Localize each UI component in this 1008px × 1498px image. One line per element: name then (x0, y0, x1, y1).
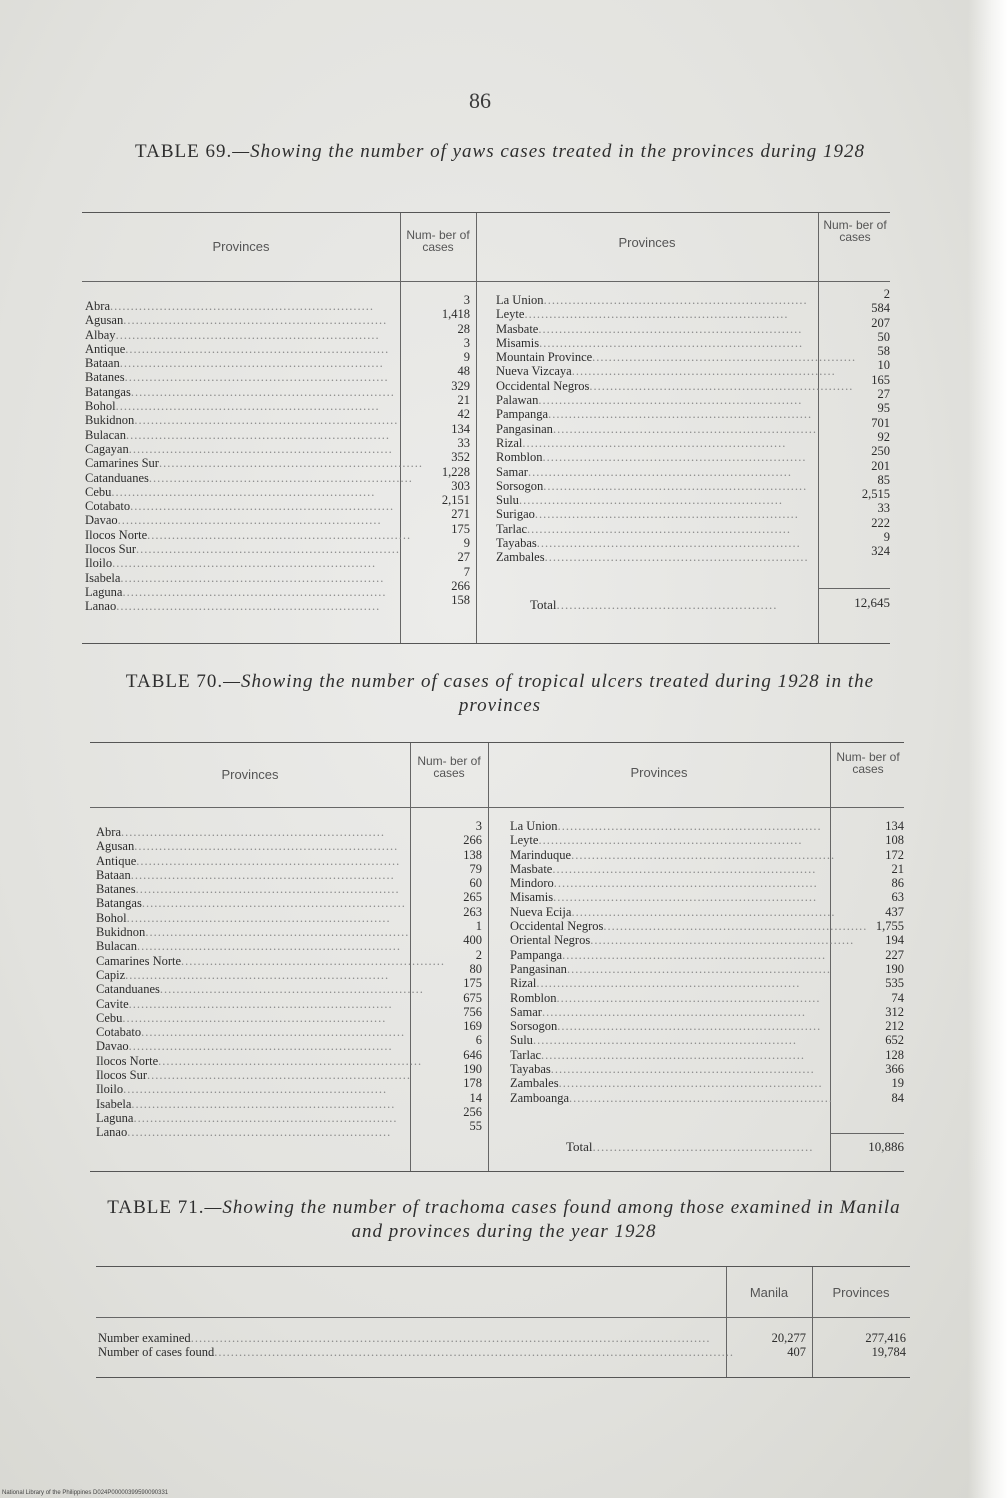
case-count: 158 (451, 593, 470, 608)
province-row: Misamis ................................................................ (496, 335, 804, 350)
province-row: Isabela ................................................................ (96, 1096, 396, 1111)
province-row: Occidental Negros ................................................................ (510, 919, 868, 934)
province-name: Cavite (96, 996, 129, 1011)
case-count: 675 (463, 990, 482, 1005)
case-count: 266 (463, 833, 482, 848)
province-row: Catanduanes ................................................................ (85, 470, 413, 485)
province-row: Ilocos Norte ................................................................ (96, 1053, 423, 1068)
case-count: 58 (877, 344, 890, 359)
case-count: 652 (885, 1033, 904, 1048)
province-name: Masbate (496, 321, 539, 336)
province-name: Tayabas (496, 536, 537, 551)
case-count: 95 (877, 401, 890, 416)
case-count: 6 (475, 1033, 482, 1048)
case-count: 324 (871, 544, 890, 559)
province-name: Cotabato (85, 499, 131, 514)
case-count: 2 (475, 947, 482, 962)
case-count: 227 (885, 947, 904, 962)
table71-row: Number examined .............................................................................................................................. (98, 1331, 711, 1345)
province-row: Abra ................................................................ (85, 299, 374, 313)
case-count: 1,228 (441, 464, 470, 479)
province-name: Samar (510, 1004, 542, 1019)
province-name: Sulu (510, 1033, 533, 1048)
province-name: Cotabato (96, 1025, 142, 1040)
province-row: Bataan ................................................................ (85, 356, 384, 371)
province-name: Abra (96, 825, 121, 839)
province-row: Cotabato ................................................................ (96, 1025, 406, 1040)
province-row: Occidental Negros ................................................................ (496, 378, 854, 393)
table71-header-manila: Manila (749, 1285, 789, 1300)
case-count: 33 (877, 501, 890, 516)
case-count: 701 (871, 415, 890, 430)
province-name: Mountain Province (496, 350, 593, 365)
page-edge (968, 0, 1008, 1498)
case-count: 21 (891, 861, 904, 876)
case-count: 84 (891, 1090, 904, 1105)
province-row: Masbate ................................................................ (496, 321, 803, 336)
province-row: Tarlac ................................................................ (510, 1047, 806, 1062)
case-count: 1,755 (875, 919, 904, 934)
table71-row: Number of cases found .............................................................................................................................. (98, 1345, 735, 1360)
province-row: Lanao ................................................................ (85, 599, 381, 614)
table71-manila-cases: 407 (787, 1345, 806, 1360)
case-count: 535 (885, 976, 904, 991)
province-name: Bulacan (96, 939, 137, 954)
province-row: Zambales ................................................................ (510, 1076, 823, 1091)
case-count: 2,151 (441, 493, 470, 508)
province-name: Rizal (496, 435, 523, 450)
table71-caption (96, 1196, 912, 1244)
table69-right-names (496, 293, 857, 565)
province-name: Batanes (85, 370, 125, 385)
table70-header-cases-left: Num- ber of cases (417, 754, 481, 780)
case-count: 60 (469, 876, 482, 891)
case-count: 92 (877, 429, 890, 444)
province-name: Marinduque (510, 847, 572, 862)
province-name: Leyte (496, 307, 525, 322)
province-row: Tayabas ................................................................ (496, 536, 801, 551)
table69-caption (100, 140, 900, 164)
case-count: 108 (885, 833, 904, 848)
case-count: 7 (463, 564, 470, 579)
case-count: 9 (463, 350, 470, 365)
province-name: Samar (496, 464, 528, 479)
province-row: Bohol ................................................................ (85, 399, 380, 414)
case-count: 1 (475, 919, 482, 934)
footer-watermark: National Library of the Philippines D024P00000399590090331 (2, 1490, 169, 1496)
table71-header-provinces: Provinces (832, 1285, 890, 1300)
case-count: 3 (475, 819, 482, 833)
table70-total-value: 10,886 (868, 1139, 904, 1154)
province-row: Batangas ................................................................ (85, 384, 395, 399)
province-name: Mindoro (510, 876, 554, 891)
province-name: Ilocos Sur (96, 1068, 148, 1083)
table70-header-cases-right: Num- ber of cases (836, 750, 900, 776)
province-name: Pampanga (496, 407, 549, 422)
case-count: 55 (469, 1119, 482, 1134)
province-name: Sulu (496, 493, 519, 508)
table69-left-values (404, 293, 470, 608)
province-row: Agusan ................................................................ (85, 313, 388, 328)
case-count: 646 (463, 1047, 482, 1062)
province-row: Batanes ................................................................ (85, 370, 389, 385)
page-number: 86 (469, 88, 491, 113)
case-count: 19 (891, 1076, 904, 1091)
province-name: Lanao (96, 1125, 128, 1140)
table71 (96, 1266, 910, 1378)
province-name: Zambales (510, 1076, 559, 1091)
case-count: 366 (885, 1062, 904, 1077)
province-row: La Union ................................................................ (496, 293, 808, 307)
case-count: 138 (463, 847, 482, 862)
province-name: Pangasinan (496, 421, 553, 436)
province-name: Bulacan (85, 427, 126, 442)
province-row: Zambales ................................................................ (496, 550, 809, 565)
province-row: Capiz ................................................................ (96, 967, 390, 982)
case-count: 9 (463, 536, 470, 551)
case-count: 352 (451, 450, 470, 465)
province-name: Ilocos Sur (85, 542, 137, 557)
province-row: Iloilo ................................................................ (85, 556, 377, 571)
province-name: Sorsogon (510, 1019, 558, 1034)
province-name: Batangas (96, 896, 142, 911)
province-name: Antique (85, 341, 126, 356)
province-row: Rizal ................................................................ (510, 976, 801, 991)
province-name: Sorsogon (496, 478, 544, 493)
province-name: Camarines Norte (96, 953, 182, 968)
case-count: 190 (463, 1062, 482, 1077)
case-count: 9 (883, 530, 890, 545)
table70-right-values (834, 819, 904, 1105)
case-count: 329 (451, 378, 470, 393)
province-name: Bataan (96, 867, 131, 882)
province-row: Abra ................................................................ (96, 825, 385, 839)
table71-row-labels (98, 1331, 735, 1360)
case-count: 128 (885, 1047, 904, 1062)
case-count: 190 (885, 961, 904, 976)
province-name: Occidental Negros (510, 919, 604, 934)
province-name: Catanduanes (85, 470, 149, 485)
province-row: Cotabato ................................................................ (85, 499, 395, 514)
province-row: Cavite ................................................................ (96, 996, 393, 1011)
province-name: Zamboanga (510, 1090, 570, 1105)
province-name: Isabela (96, 1096, 132, 1111)
province-name: Pangasinan (510, 961, 567, 976)
case-count: 85 (877, 472, 890, 487)
province-name: Ilocos Norte (96, 1053, 159, 1068)
province-row: Nueva Vizcaya ................................................................ (496, 364, 836, 379)
case-count: 194 (885, 933, 904, 948)
case-count: 1,418 (441, 307, 470, 322)
table70-left-names (96, 825, 446, 1140)
province-name: Laguna (96, 1110, 134, 1125)
province-row: Tarlac ................................................................ (496, 521, 792, 536)
province-row: Ilocos Sur ................................................................ (85, 542, 401, 557)
table71-row-label: Number examined (98, 1331, 191, 1345)
table70 (90, 742, 904, 1172)
province-name: Rizal (510, 976, 537, 991)
table71-manila-values (728, 1331, 806, 1360)
province-row: Bukidnon ................................................................ (85, 413, 399, 428)
table69-header-provinces-left: Provinces (212, 239, 270, 254)
province-row: Davao ................................................................ (85, 513, 382, 528)
province-name: Iloilo (96, 1082, 124, 1097)
case-count: 303 (451, 478, 470, 493)
province-row: Pampanga ................................................................ (510, 947, 827, 962)
province-row: Samar ................................................................ (496, 464, 792, 479)
case-count: 42 (457, 407, 470, 422)
province-row: Mindoro ................................................................ (510, 876, 818, 891)
table71-provinces-examined: 277,416 (865, 1331, 906, 1345)
case-count: 212 (885, 1019, 904, 1034)
case-count: 266 (451, 578, 470, 593)
province-row: Nueva Ecija ................................................................ (510, 904, 836, 919)
case-count: 28 (457, 321, 470, 336)
province-row: Sorsogon ................................................................ (496, 478, 808, 493)
case-count: 584 (871, 301, 890, 316)
table69-total-row: Total .................................................... (530, 597, 778, 612)
table70-header-provinces-left: Provinces (221, 767, 279, 782)
province-row: Ilocos Norte ................................................................ (85, 527, 412, 542)
table69 (82, 212, 890, 644)
case-count: 50 (877, 329, 890, 344)
province-row: Palawan ................................................................ (496, 393, 803, 408)
province-name: Bohol (85, 399, 116, 414)
province-row: Ilocos Sur ................................................................ (96, 1068, 412, 1083)
province-name: Capiz (96, 967, 126, 982)
province-name: Leyte (510, 833, 539, 848)
case-count: 437 (885, 904, 904, 919)
province-row: Agusan ................................................................ (96, 839, 399, 854)
province-name: Bukidnon (85, 413, 135, 428)
province-row: Antique ................................................................ (85, 341, 390, 356)
province-row: Sulu ................................................................ (510, 1033, 797, 1048)
case-count: 265 (463, 890, 482, 905)
province-name: Laguna (85, 584, 123, 599)
case-count: 10 (877, 358, 890, 373)
table69-header-cases-right: Num- ber of cases (823, 218, 887, 244)
province-name: Oriental Negros (510, 933, 591, 948)
province-name: Iloilo (85, 556, 113, 571)
province-name: Tarlac (510, 1047, 542, 1062)
province-name: Misamis (510, 890, 554, 905)
case-count: 400 (463, 933, 482, 948)
province-row: Pangasinan ................................................................ (496, 421, 817, 436)
province-name: Cagayan (85, 441, 129, 456)
province-row: Iloilo ................................................................ (96, 1082, 388, 1097)
table69-right-values (822, 287, 890, 559)
table70-total-row: Total .................................................... (566, 1139, 814, 1154)
case-count: 27 (457, 550, 470, 565)
province-row: Laguna ................................................................ (96, 1110, 398, 1125)
province-name: Bukidnon (96, 925, 146, 940)
table70-right-names (510, 819, 868, 1105)
case-count: 3 (463, 293, 470, 307)
case-count: 2,515 (861, 487, 890, 502)
province-name: Davao (85, 513, 118, 528)
province-row: Lanao ................................................................ (96, 1125, 392, 1140)
case-count: 222 (871, 515, 890, 530)
table71-row-label: Number of cases found (98, 1345, 215, 1360)
province-name: Agusan (96, 839, 135, 854)
case-count: 33 (457, 435, 470, 450)
case-count: 172 (885, 847, 904, 862)
province-row: Romblon ................................................................ (496, 450, 807, 465)
table69-description: —Showing the number of yaws cases treated in the provinces during 1928 (232, 141, 865, 162)
case-count: 27 (877, 387, 890, 402)
province-name: Pampanga (510, 947, 563, 962)
table70-left-values (416, 819, 482, 1134)
case-count: 201 (871, 458, 890, 473)
case-count: 165 (871, 372, 890, 387)
province-name: Nueva Ecija (510, 904, 572, 919)
province-row: Cebu ................................................................ (96, 1010, 387, 1025)
province-name: Batangas (85, 384, 131, 399)
province-row: Marinduque ................................................................ (510, 847, 836, 862)
case-count: 134 (885, 819, 904, 833)
province-row: Pampanga ................................................................ (496, 407, 813, 422)
province-name: Albay (85, 327, 116, 342)
province-row: Isabela ................................................................ (85, 570, 385, 585)
case-count: 2 (883, 287, 890, 301)
case-count: 21 (457, 393, 470, 408)
province-name: Bohol (96, 910, 127, 925)
table70-header-provinces-right: Provinces (630, 765, 688, 780)
case-count: 134 (451, 421, 470, 436)
case-count: 178 (463, 1076, 482, 1091)
case-count: 263 (463, 904, 482, 919)
province-name: Occidental Negros (496, 378, 590, 393)
table70-caption (100, 670, 900, 718)
province-row: Surigao ................................................................ (496, 507, 799, 522)
province-row: Bulacan ................................................................ (85, 427, 390, 442)
province-name: Agusan (85, 313, 124, 328)
province-name: Romblon (510, 990, 557, 1005)
case-count: 175 (451, 521, 470, 536)
province-name: Bataan (85, 356, 120, 371)
table70-label: TABLE 70. (125, 671, 224, 692)
province-row: Bukidnon ................................................................ (96, 925, 410, 940)
province-row: Batangas ................................................................ (96, 896, 406, 911)
province-name: Cebu (85, 484, 112, 499)
province-row: Catanduanes ................................................................ (96, 982, 424, 997)
province-name: Lanao (85, 599, 117, 614)
province-row: Davao ................................................................ (96, 1039, 393, 1054)
table71-provinces-cases: 19,784 (871, 1345, 906, 1360)
case-count: 63 (891, 890, 904, 905)
province-row: Batanes ................................................................ (96, 882, 400, 897)
province-name: Palawan (496, 393, 539, 408)
province-row: Samar ................................................................ (510, 1004, 806, 1019)
case-count: 207 (871, 315, 890, 330)
province-name: La Union (510, 819, 558, 833)
province-name: Camarines Sur (85, 456, 159, 471)
province-row: Sulu ................................................................ (496, 493, 783, 508)
province-name: La Union (496, 293, 544, 307)
province-name: Cebu (96, 1010, 123, 1025)
province-name: Tarlac (496, 521, 528, 536)
case-count: 86 (891, 876, 904, 891)
case-count: 250 (871, 444, 890, 459)
province-row: Leyte ................................................................ (510, 833, 803, 848)
province-name: Nueva Vizcaya (496, 364, 572, 379)
province-row: Camarines Sur ................................................................ (85, 456, 423, 471)
province-name: Abra (85, 299, 110, 313)
case-count: 175 (463, 976, 482, 991)
case-count: 271 (451, 507, 470, 522)
table71-manila-examined: 20,277 (771, 1331, 806, 1345)
province-row: Zamboanga ................................................................ (510, 1090, 834, 1105)
province-name: Surigao (496, 507, 535, 522)
table70-description: —Showing the number of cases of tropical ulcers treated during 1928 in the provinces (223, 671, 875, 716)
province-row: Rizal ................................................................ (496, 435, 787, 450)
province-row: Bataan ................................................................ (96, 867, 395, 882)
case-count: 74 (891, 990, 904, 1005)
province-name: Zambales (496, 550, 545, 565)
table69-header-provinces-right: Provinces (618, 235, 676, 250)
table71-description: —Showing the number of trachoma cases found among those examined in Manila and provinces during the year 1928 (204, 1197, 901, 1242)
table70-total-label: Total (566, 1139, 593, 1154)
province-name: Misamis (496, 335, 540, 350)
table69-total-label: Total (530, 597, 557, 612)
case-count: 48 (457, 364, 470, 379)
case-count: 79 (469, 861, 482, 876)
province-name: Davao (96, 1039, 129, 1054)
province-name: Catanduanes (96, 982, 160, 997)
case-count: 14 (469, 1090, 482, 1105)
province-row: Tayabas ................................................................ (510, 1062, 815, 1077)
province-row: Misamis ................................................................ (510, 890, 818, 905)
province-name: Romblon (496, 450, 543, 465)
province-row: Leyte ................................................................ (496, 307, 789, 322)
table71-label: TABLE 71. (107, 1197, 205, 1218)
province-row: Romblon ................................................................ (510, 990, 821, 1005)
province-row: Oriental Negros ................................................................ (510, 933, 855, 948)
province-row: Bohol ................................................................ (96, 910, 391, 925)
province-name: Isabela (85, 570, 121, 585)
table69-total-value: 12,645 (854, 595, 890, 610)
table69-left-names (85, 299, 423, 614)
case-count: 756 (463, 1004, 482, 1019)
case-count: 256 (463, 1104, 482, 1119)
case-count: 80 (469, 961, 482, 976)
table69-header-cases-left: Num- ber of cases (406, 228, 470, 254)
table71-provinces-values (814, 1331, 906, 1360)
province-row: Laguna ................................................................ (85, 584, 387, 599)
province-row: Albay ................................................................ (85, 327, 380, 342)
case-count: 3 (463, 335, 470, 350)
province-row: Sorsogon ................................................................ (510, 1019, 822, 1034)
province-row: Pangasinan ................................................................ (510, 961, 831, 976)
province-name: Tayabas (510, 1062, 551, 1077)
province-name: Ilocos Norte (85, 527, 148, 542)
province-row: Camarines Norte ................................................................ (96, 953, 446, 968)
case-count: 169 (463, 1019, 482, 1034)
province-row: Bulacan ................................................................ (96, 939, 401, 954)
province-name: Masbate (510, 861, 553, 876)
province-name: Batanes (96, 882, 136, 897)
case-count: 312 (885, 1004, 904, 1019)
province-row: La Union ................................................................ (510, 819, 822, 833)
province-row: Antique ................................................................ (96, 853, 401, 868)
province-row: Cebu ................................................................ (85, 484, 376, 499)
table69-label: TABLE 69. (135, 141, 233, 162)
province-row: Masbate ................................................................ (510, 861, 817, 876)
province-row: Cagayan ................................................................ (85, 441, 393, 456)
province-row: Mountain Province ................................................................ (496, 350, 857, 365)
province-name: Antique (96, 853, 137, 868)
